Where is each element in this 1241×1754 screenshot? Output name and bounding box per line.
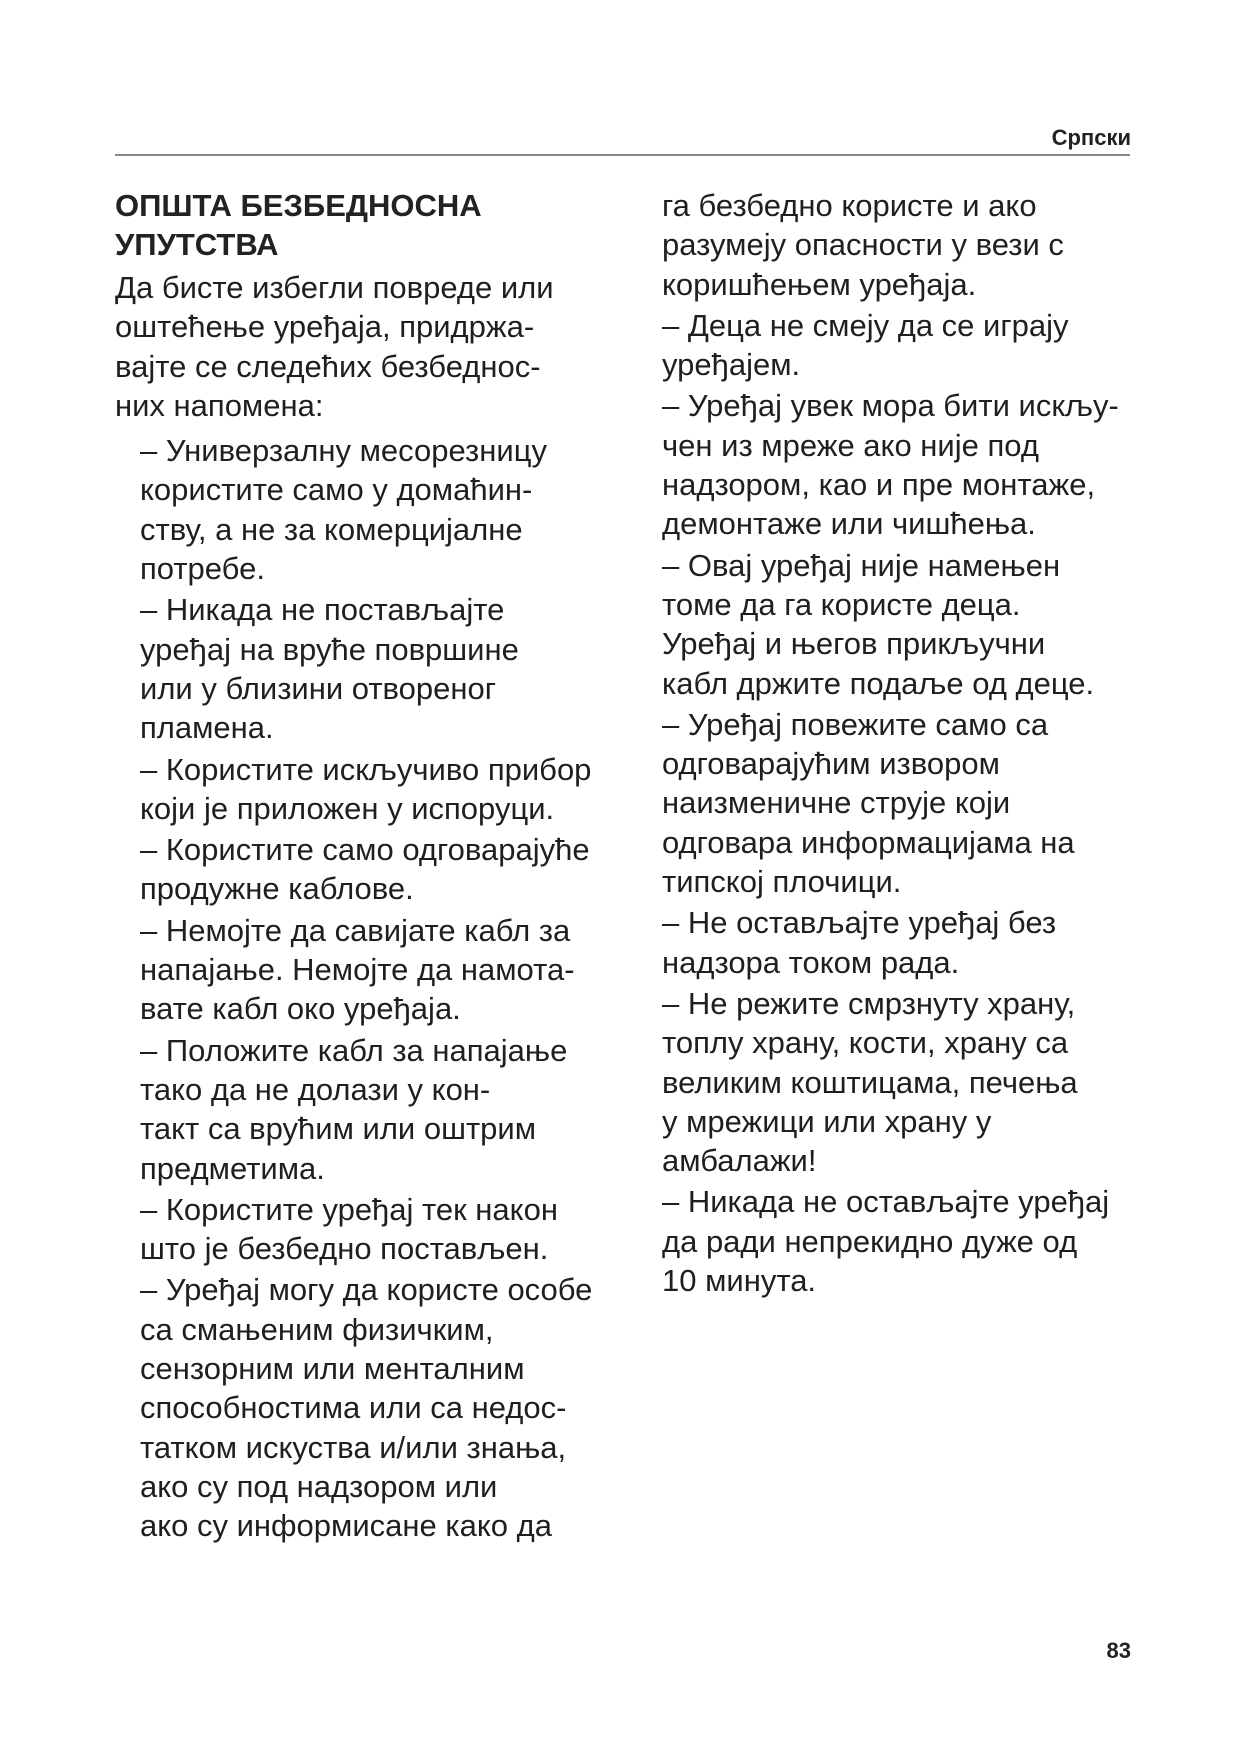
safety-item: – Положите кабл за напајање тако да не долази у кон- такт са врућим или оштрим предметима.	[140, 1032, 568, 1186]
page-number: 83	[1106, 1638, 1131, 1663]
right-column	[662, 186, 1182, 1302]
safety-item: – Користите искључиво прибор који је приложен у испоруци.	[140, 751, 592, 826]
header-divider	[115, 154, 1130, 156]
safety-item: – Уређај могу да користе особе са смањеним физичким, сензорним или менталним способностима или са недос- татком искуства и/или знања, ако су под надзором или ако су информисане како да	[140, 1272, 593, 1544]
intro-paragraph: Да бисте избегли повреде или оштећење уређаја, придржа- вајте се следећих безбеднос- них напомена:	[115, 270, 554, 423]
safety-item: – Користите уређај тек након што је безбедно постављен.	[140, 1191, 558, 1267]
safety-item: га безбедно користе и ако разумеју опасности у вези с коришћењем уређаја.	[662, 188, 1064, 302]
left-column	[115, 186, 645, 1548]
safety-item: – Користите само одговарајуће продужне каблове.	[140, 832, 590, 907]
safety-item: – Никада не остављајте уређај да ради непрекидно дуже од 10 минута.	[662, 1184, 1110, 1299]
section-title	[115, 186, 645, 264]
safety-item: – Уређај увек мора бити искљу- чен из мреже ако није под надзором, као и пре монтаже, демонтаже или чишћења.	[662, 388, 1119, 542]
safety-item: – Не режите смрзнуту храну, топлу храну, кости, храну са великим коштицама, печења у мрежици или храну у амбалажи!	[662, 985, 1078, 1179]
section-title-text: ОПШТА БЕЗБЕДНОСНА УПУТСТВА	[115, 188, 482, 262]
safety-item: – Никада не постављајте уређај на вруће површине или у близини отвореног пламена.	[140, 592, 519, 746]
safety-item: – Универзалну месорезницу користите само у домаћин- ству, а не за комерцијалне потребе.	[140, 433, 547, 587]
safety-item: – Не остављајте уређај без надзора током рада.	[662, 905, 1057, 980]
safety-item: – Уређај повежите само са одговарајућим извором наизменичне струје који одговара информацијама на типској плочици.	[662, 706, 1075, 900]
safety-item: – Овај уређај није намењен томе да га користе деца. Уређај и његов прикључни кабл држите подаље од деце.	[662, 547, 1095, 701]
safety-item: – Деца не смеју да се играју уређајем.	[662, 307, 1069, 383]
safety-item: – Немојте да савијате кабл за напајање. Немојте да намота- вате кабл око уређаја.	[140, 912, 575, 1027]
header-language-label: Српски	[1051, 125, 1131, 150]
